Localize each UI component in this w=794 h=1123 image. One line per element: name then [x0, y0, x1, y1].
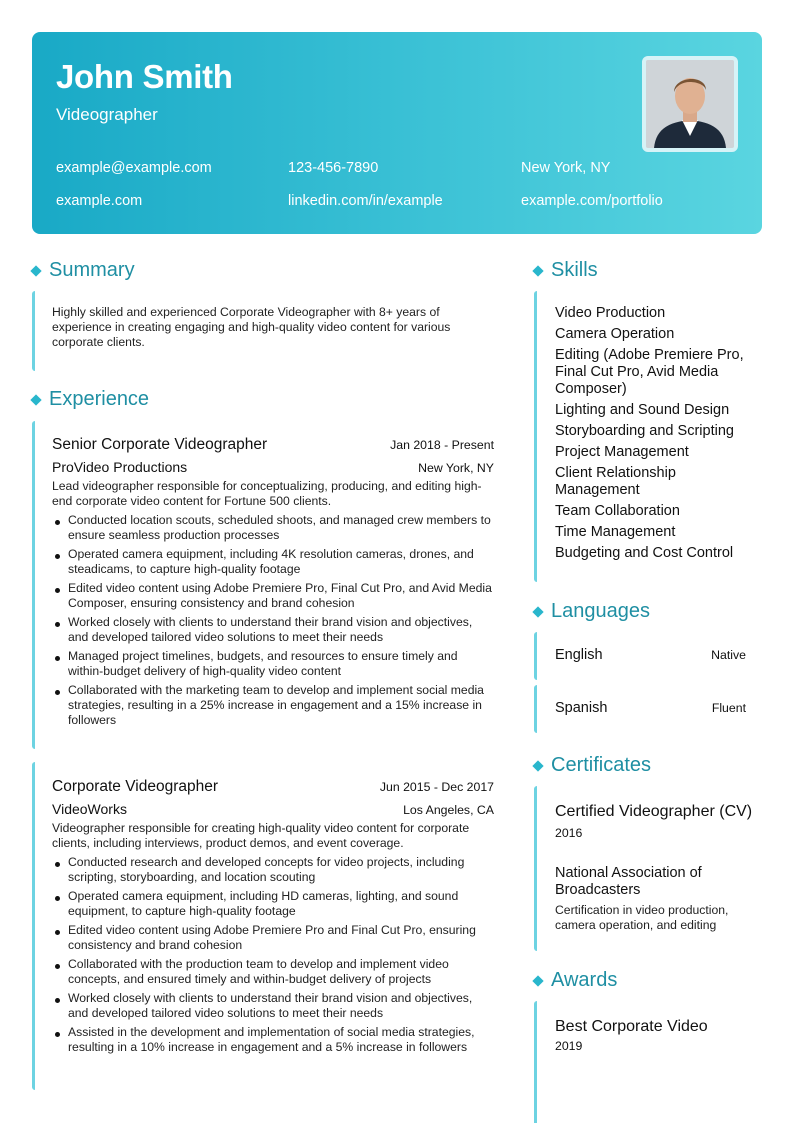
skills-list [555, 305, 755, 566]
job-company: VideoWorks [52, 801, 127, 817]
skill-item: Camera Operation [555, 326, 675, 342]
job-location: New York, NY [418, 461, 494, 475]
skill-item: Video Production [555, 305, 666, 321]
candidate-name: John Smith [56, 58, 233, 95]
contact-phone[interactable]: 123-456-7890 [288, 160, 379, 176]
language-bar-1 [534, 632, 537, 680]
certificate-item [555, 865, 755, 933]
portrait-icon [646, 60, 734, 148]
job-bullet: Assisted in the development and implementation of social media strategies, resulting in a 10% increase in engagement and a 5% increase in followers [52, 1025, 494, 1055]
contact-linkedin[interactable]: linkedin.com/in/example [288, 193, 443, 209]
job-bullets [52, 513, 494, 728]
certificates-heading-label: Certificates [551, 754, 652, 776]
job-title: Corporate Videographer [52, 778, 219, 795]
contact-portfolio[interactable]: example.com/portfolio [521, 193, 663, 209]
skill-item: Lighting and Sound Design [555, 402, 730, 418]
job-date: Jan 2018 - Present [390, 438, 494, 452]
skill-item: Team Collaboration [555, 503, 680, 519]
job-bullet: Worked closely with clients to understand their brand vision and objectives, and developed tailored video solutions to meet their needs [52, 991, 494, 1021]
summary-heading-label: Summary [49, 259, 135, 281]
job-bullets [52, 855, 494, 1055]
language-bar-2 [534, 685, 537, 733]
certificates-heading [532, 754, 651, 777]
skill-item: Budgeting and Cost Control [555, 545, 734, 561]
job-bullet: Conducted location scouts, scheduled shoots, and managed crew members to ensure seamless production processes [52, 513, 494, 543]
job-location: Los Angeles, CA [403, 803, 494, 817]
job-bullet: Operated camera equipment, including HD cameras, lighting, and sound equipment, to capture high-quality footage [52, 889, 494, 919]
job-bullet: Collaborated with the marketing team to develop and implement social media strategies, resulting in a 25% increase in engagement and a 15% increase in followers [52, 683, 494, 728]
summary-bar [32, 291, 35, 371]
language-item [555, 700, 746, 716]
language-level: Fluent [711, 701, 746, 715]
awards-bar [534, 1001, 537, 1123]
skills-bar [534, 291, 537, 582]
job-bullet: Edited video content using Adobe Premiere Pro, Final Cut Pro, and Avid Media Composer, ensuring consistency and brand cohesion [52, 581, 494, 611]
skill-item: Client Relationship Management [555, 465, 676, 498]
experience-bar-1 [32, 421, 35, 749]
resume-header [32, 32, 762, 234]
summary-heading [30, 259, 135, 282]
certificate-name: Certified Videographer (CV) [555, 803, 753, 820]
certificate-description: Certification in video production, camera operation, and editing [555, 903, 729, 932]
language-item [555, 647, 746, 663]
job-description: Lead videographer responsible for conceptualizing, producing, and editing high-end corporate video content for Fortune 500 clients. [52, 479, 482, 508]
experience-heading [30, 388, 149, 411]
job-description: Videographer responsible for creating high-quality video content for corporate clients, including interviews, product demos, and event coverage. [52, 821, 470, 850]
skill-item: Storyboarding and Scripting [555, 423, 734, 439]
award-name: Best Corporate Video [555, 1018, 708, 1035]
languages-heading [532, 600, 650, 623]
languages-heading-label: Languages [551, 600, 650, 622]
contact-website[interactable]: example.com [56, 193, 143, 209]
experience-bar-2 [32, 762, 35, 1090]
award-item [555, 1017, 755, 1053]
job-bullet: Edited video content using Adobe Premiere Pro and Final Cut Pro, ensuring consistency and brand cohesion [52, 923, 494, 953]
job-entry [52, 778, 494, 1059]
skills-heading-label: Skills [551, 259, 598, 281]
contact-email[interactable]: example@example.com [56, 160, 212, 176]
certificates-bar [534, 786, 537, 951]
job-bullet: Collaborated with the production team to develop and implement video concepts, and ensured timely and within-budget delivery of projects [52, 957, 494, 987]
diamond-icon [532, 760, 543, 771]
job-date: Jun 2015 - Dec 2017 [379, 780, 494, 794]
awards-heading-label: Awards [551, 969, 618, 991]
job-entry [52, 436, 494, 732]
skills-heading [532, 259, 598, 282]
summary-text: Highly skilled and experienced Corporate Videographer with 8+ years of experience in creating engaging and high-quality video content for various corporate clients. [52, 305, 451, 349]
job-title: Senior Corporate Videographer [52, 436, 268, 453]
profile-photo [642, 56, 738, 152]
diamond-icon [30, 394, 41, 405]
job-bullet: Managed project timelines, budgets, and resources to ensure timely and within-budget delivery of high-quality video content [52, 649, 494, 679]
diamond-icon [532, 606, 543, 617]
diamond-icon [30, 265, 41, 276]
contact-location: New York, NY [521, 160, 611, 176]
diamond-icon [532, 975, 543, 986]
certificate-item [555, 802, 755, 840]
awards-heading [532, 969, 617, 992]
language-level: Native [711, 648, 746, 662]
skill-item: Time Management [555, 524, 676, 540]
job-company: ProVideo Productions [52, 459, 188, 475]
job-bullet: Operated camera equipment, including 4K resolution cameras, drones, and steadicams, to capture high-quality footage [52, 547, 494, 577]
language-name: Spanish [555, 700, 608, 716]
job-bullet: Worked closely with clients to understand their brand vision and objectives, and developed tailored video solutions to meet their needs [52, 615, 494, 645]
certificate-date: 2016 [555, 826, 583, 840]
skill-item: Project Management [555, 444, 689, 460]
award-date: 2019 [555, 1039, 583, 1053]
candidate-title: Videographer [56, 105, 158, 124]
job-bullet: Conducted research and developed concepts for video projects, including scripting, storyboarding, and location scouting [52, 855, 494, 885]
certificate-name: National Association of Broadcasters [555, 865, 702, 898]
experience-heading-label: Experience [49, 388, 150, 410]
diamond-icon [532, 265, 543, 276]
skill-item: Editing (Adobe Premiere Pro, Final Cut Pro, Avid Media Composer) [555, 347, 744, 397]
language-name: English [555, 647, 603, 663]
